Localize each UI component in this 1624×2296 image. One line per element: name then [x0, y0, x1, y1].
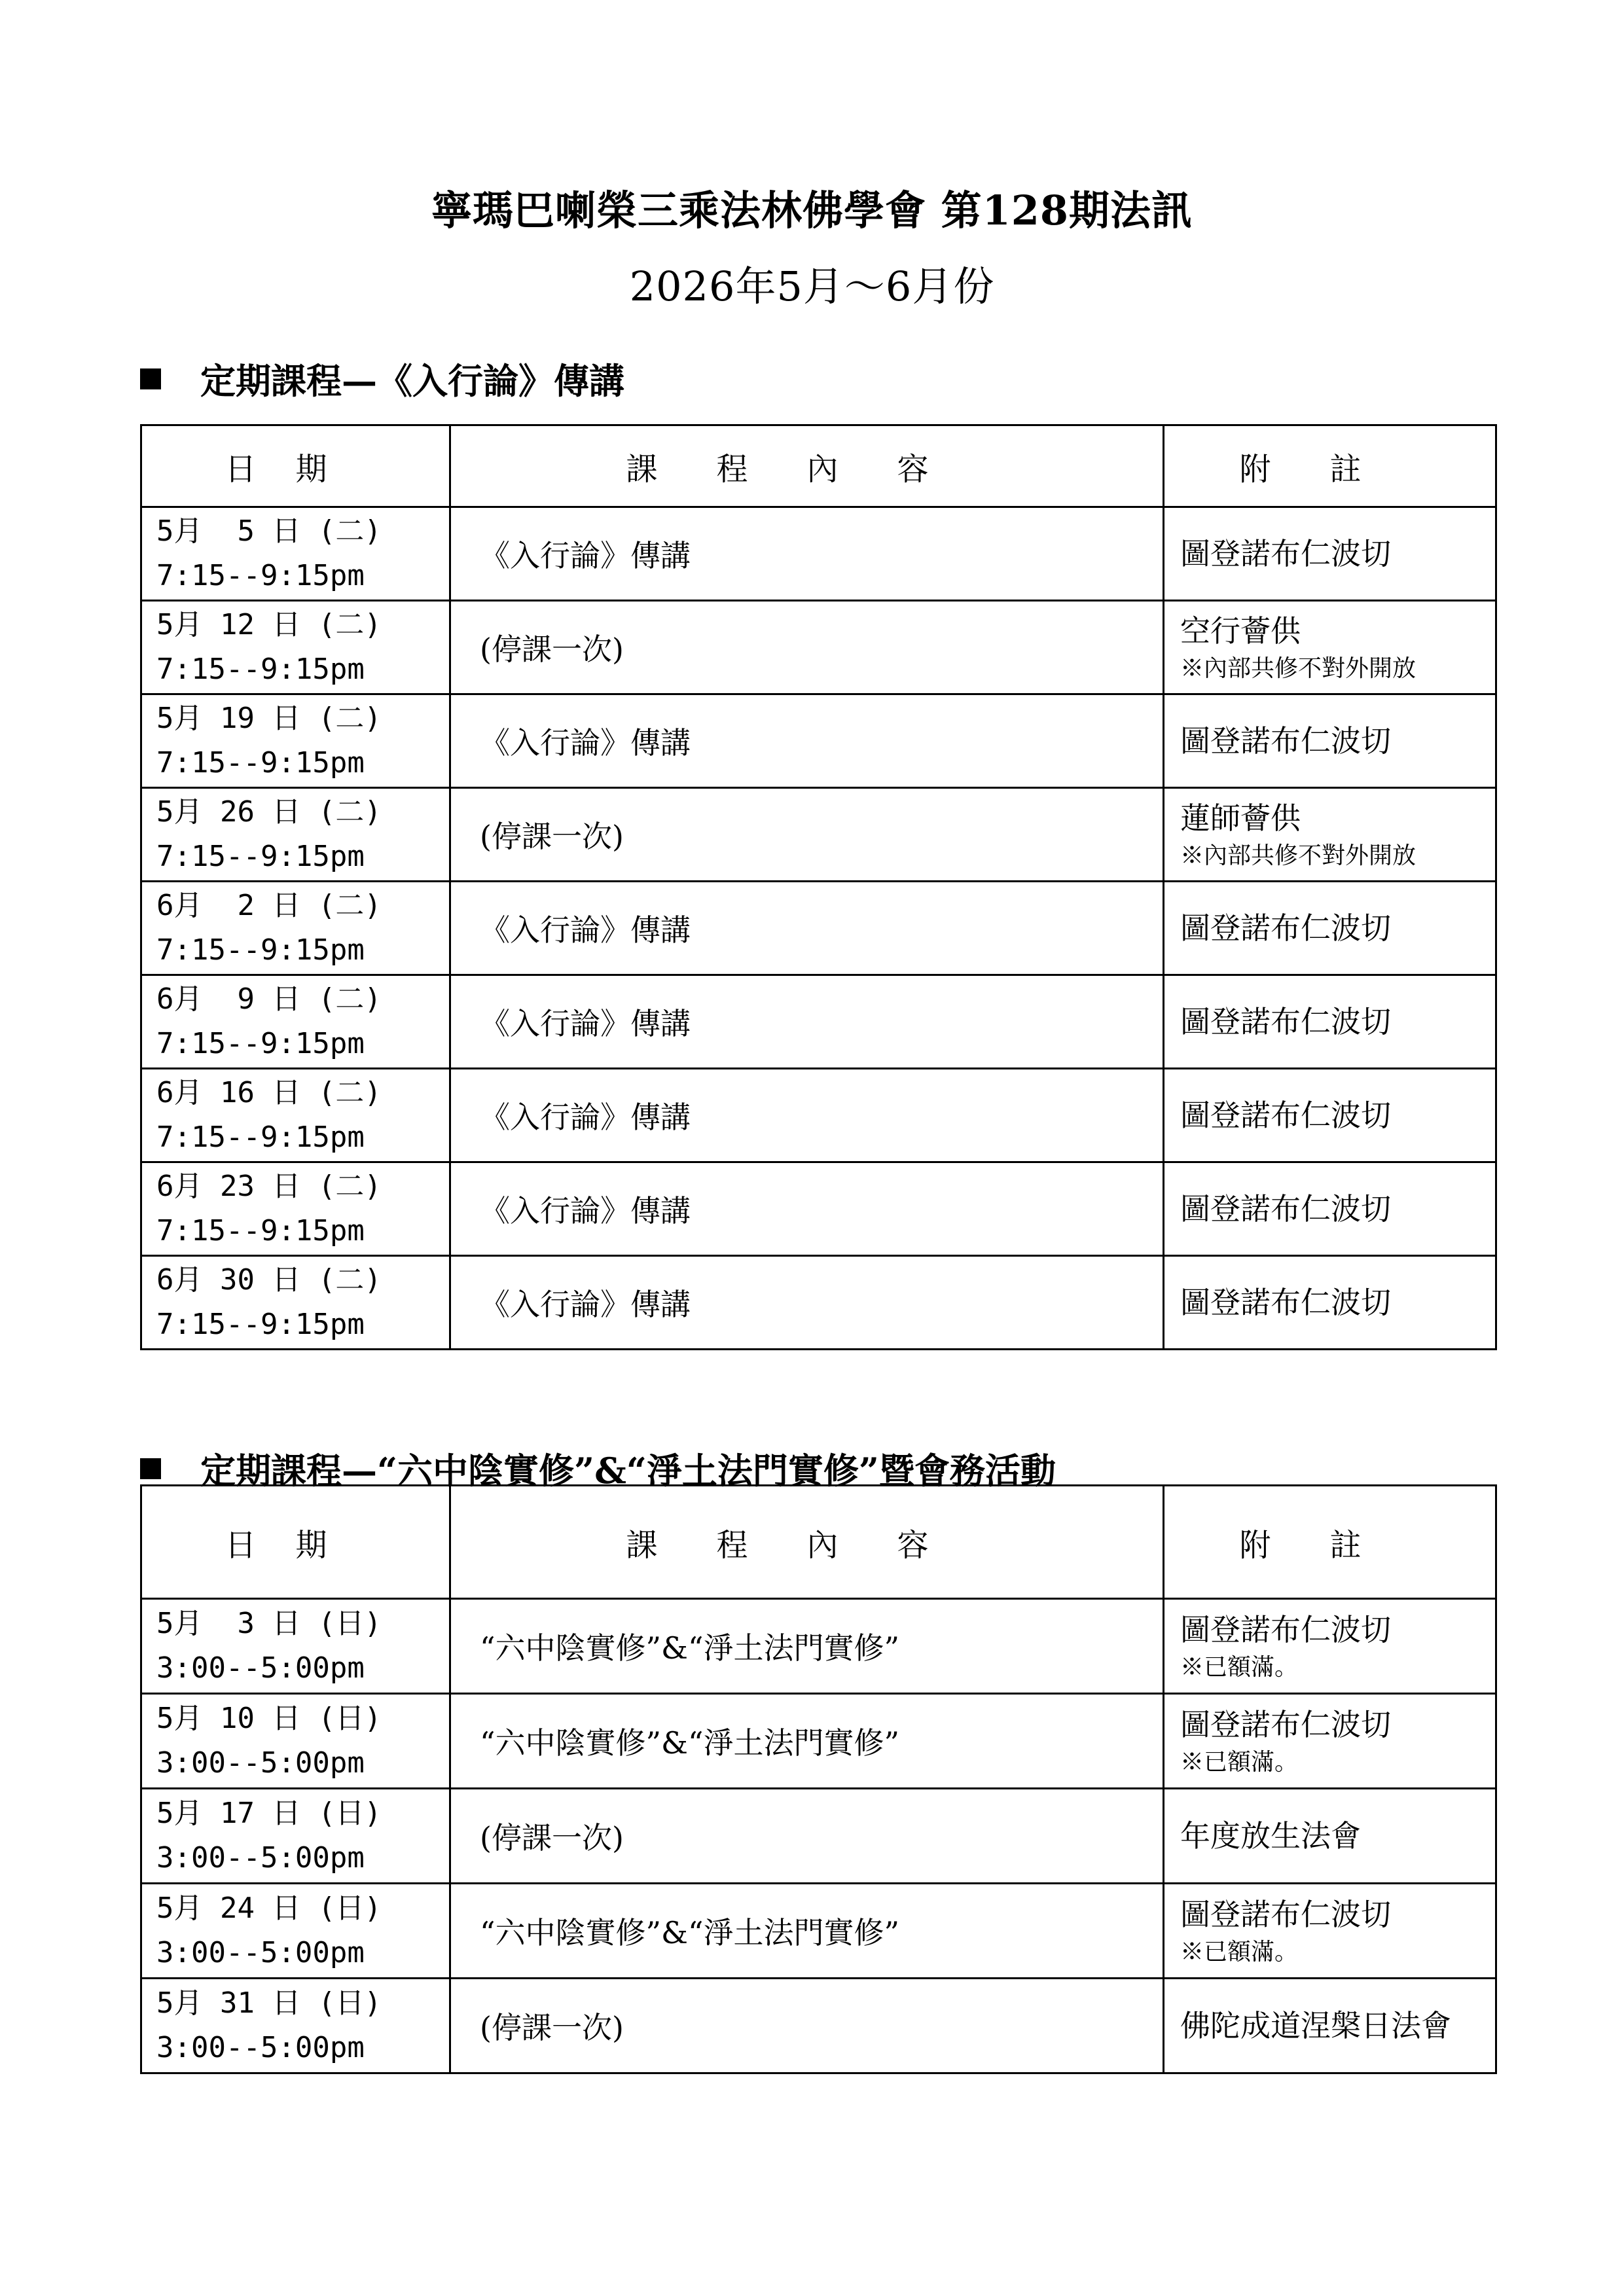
row-note: [1164, 1694, 1496, 1789]
row-note-main: 圖登諾布仁波切: [1180, 1004, 1391, 1039]
table-row: [141, 1069, 1496, 1162]
table-row: [141, 788, 1496, 882]
row-date-time: 7:15--9:15pm: [156, 1121, 365, 1154]
square-bullet-icon: [140, 1458, 161, 1479]
table-header-row: [141, 425, 1496, 507]
row-date: [141, 1789, 450, 1884]
row-note: [1164, 1884, 1496, 1979]
row-date: [141, 975, 450, 1069]
row-date-day: 5月 24 日 (日): [156, 1892, 382, 1925]
row-note-main: 佛陀成道涅槃日法會: [1180, 2008, 1451, 2043]
row-date-time: 7:15--9:15pm: [156, 840, 365, 873]
row-note-main: 圖登諾布仁波切: [1180, 536, 1391, 571]
row-note-sub: ※已額滿。: [1180, 1749, 1299, 1776]
schedule-table-2: [140, 1484, 1497, 2074]
row-date: [141, 694, 450, 788]
table-row: [141, 1789, 1496, 1884]
row-date-time: 7:15--9:15pm: [156, 559, 365, 592]
row-note-main: 空行薈供: [1180, 613, 1301, 649]
row-content: 《入行論》傳講: [450, 1256, 1164, 1350]
row-date: [141, 601, 450, 694]
row-date-time: 7:15--9:15pm: [156, 933, 365, 967]
row-content: (停課一次): [450, 1789, 1164, 1884]
row-note-main: 圖登諾布仁波切: [1180, 1285, 1391, 1320]
table-row: [141, 1162, 1496, 1256]
row-date-day: 6月 2 日 (二): [156, 889, 382, 922]
row-note: [1164, 1162, 1496, 1256]
row-note: [1164, 882, 1496, 975]
row-note-main: 圖登諾布仁波切: [1180, 910, 1391, 946]
table-row: [141, 1599, 1496, 1694]
section-heading-text: 定期課程—“六中陰實修”&“淨土法門實修”暨會務活動: [200, 1450, 1056, 1492]
row-content: “六中陰實修”&“淨土法門實修”: [450, 1599, 1164, 1694]
row-date-time: 7:15--9:15pm: [156, 1214, 365, 1247]
schedule-table-1: [140, 424, 1497, 1350]
header-note: 附註: [1164, 1486, 1496, 1599]
row-note-main: 圖登諾布仁波切: [1180, 1897, 1391, 1932]
row-note-main: 圖登諾布仁波切: [1180, 1612, 1391, 1647]
row-date-time: 3:00--5:00pm: [156, 2031, 365, 2064]
row-date: [141, 1599, 450, 1694]
table-row: [141, 1694, 1496, 1789]
row-date-time: 3:00--5:00pm: [156, 1651, 365, 1685]
row-date-time: 3:00--5:00pm: [156, 1841, 365, 1874]
row-date-day: 5月 31 日 (日): [156, 1986, 382, 2020]
row-date: [141, 1884, 450, 1979]
row-note: [1164, 1789, 1496, 1884]
row-content: (停課一次): [450, 601, 1164, 694]
row-date-day: 5月 10 日 (日): [156, 1702, 382, 1735]
row-note: [1164, 694, 1496, 788]
row-note-main: 圖登諾布仁波切: [1180, 1191, 1391, 1227]
row-date-time: 3:00--5:00pm: [156, 1936, 365, 1969]
row-note-sub: ※內部共修不對外開放: [1180, 842, 1416, 869]
row-date: [141, 882, 450, 975]
row-note-sub: ※內部共修不對外開放: [1180, 655, 1416, 682]
row-note: [1164, 601, 1496, 694]
row-note-main: 圖登諾布仁波切: [1180, 1707, 1391, 1742]
row-date-time: 3:00--5:00pm: [156, 1746, 365, 1780]
row-note: [1164, 507, 1496, 601]
header-content: 課程內容: [450, 1486, 1164, 1599]
row-note-main: 圖登諾布仁波切: [1180, 723, 1391, 759]
row-note: [1164, 788, 1496, 882]
row-note: [1164, 1979, 1496, 2073]
row-date: [141, 788, 450, 882]
header-date: 日期: [141, 1486, 450, 1599]
row-date: [141, 1069, 450, 1162]
row-date: [141, 1256, 450, 1350]
row-content: 《入行論》傳講: [450, 1162, 1164, 1256]
row-note-main: 蓮師薈供: [1180, 800, 1301, 836]
table-row: [141, 975, 1496, 1069]
row-note-main: 年度放生法會: [1180, 1818, 1361, 1854]
row-date: [141, 1694, 450, 1789]
row-content: (停課一次): [450, 1979, 1164, 2073]
row-note-sub: ※已額滿。: [1180, 1939, 1299, 1965]
row-date-day: 6月 16 日 (二): [156, 1076, 382, 1109]
header-date: 日期: [141, 425, 450, 507]
row-content: 《入行論》傳講: [450, 507, 1164, 601]
row-note-sub: ※已額滿。: [1180, 1654, 1299, 1681]
row-content: “六中陰實修”&“淨土法門實修”: [450, 1694, 1164, 1789]
row-date-time: 7:15--9:15pm: [156, 746, 365, 780]
row-date-day: 6月 23 日 (二): [156, 1170, 382, 1203]
square-bullet-icon: [140, 368, 161, 389]
row-date-time: 7:15--9:15pm: [156, 653, 365, 686]
table-row: [141, 507, 1496, 601]
table-row: [141, 1256, 1496, 1350]
table-row: [141, 601, 1496, 694]
row-date: [141, 1979, 450, 2073]
row-date-day: 5月 3 日 (日): [156, 1607, 382, 1640]
row-date-time: 7:15--9:15pm: [156, 1308, 365, 1341]
table-row: [141, 882, 1496, 975]
row-note: [1164, 975, 1496, 1069]
row-date: [141, 1162, 450, 1256]
row-note: [1164, 1256, 1496, 1350]
header-content: 課程內容: [450, 425, 1164, 507]
row-note-main: 圖登諾布仁波切: [1180, 1098, 1391, 1133]
row-date-day: 5月 12 日 (二): [156, 608, 382, 641]
page-title: 寧瑪巴喇榮三乘法林佛學會 第128期法訊: [431, 187, 1193, 234]
row-content: 《入行論》傳講: [450, 882, 1164, 975]
row-date: [141, 507, 450, 601]
row-content: 《入行論》傳講: [450, 975, 1164, 1069]
row-date-time: 7:15--9:15pm: [156, 1027, 365, 1060]
table-row: [141, 694, 1496, 788]
table-row: [141, 1884, 1496, 1979]
page-subtitle: 2026年5月～6月份: [629, 262, 995, 310]
row-date-day: 5月 17 日 (日): [156, 1797, 382, 1830]
table-header-row: [141, 1486, 1496, 1599]
row-content: 《入行論》傳講: [450, 694, 1164, 788]
row-content: 《入行論》傳講: [450, 1069, 1164, 1162]
row-note: [1164, 1069, 1496, 1162]
section-heading-text: 定期課程—《入行論》傳講: [200, 360, 624, 402]
row-date-day: 6月 9 日 (二): [156, 982, 382, 1016]
row-content: (停課一次): [450, 788, 1164, 882]
row-date-day: 5月 19 日 (二): [156, 702, 382, 735]
header-note: 附註: [1164, 425, 1496, 507]
section-heading-1: [140, 353, 624, 404]
row-content: “六中陰實修”&“淨土法門實修”: [450, 1884, 1164, 1979]
row-date-day: 5月 5 日 (二): [156, 514, 382, 548]
table-row: [141, 1979, 1496, 2073]
row-date-day: 6月 30 日 (二): [156, 1263, 382, 1297]
row-note: [1164, 1599, 1496, 1694]
row-date-day: 5月 26 日 (二): [156, 795, 382, 829]
